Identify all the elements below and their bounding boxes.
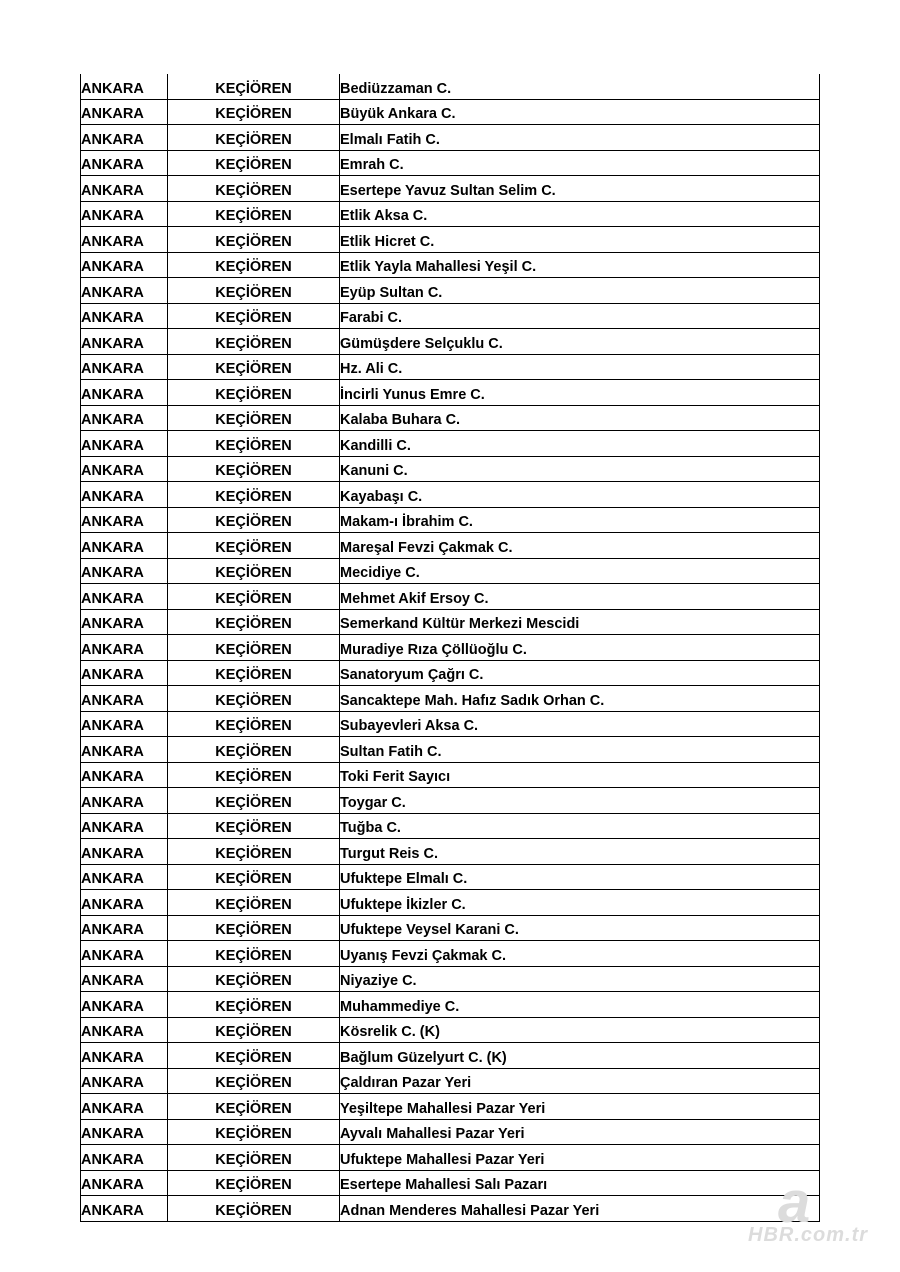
cell-district: KEÇİÖREN	[168, 533, 340, 559]
cell-city: ANKARA	[81, 252, 168, 278]
cell-place: Kalaba Buhara C.	[340, 405, 820, 431]
table-row	[81, 201, 820, 227]
cell-city: ANKARA	[81, 303, 168, 329]
cell-district: KEÇİÖREN	[168, 1043, 340, 1069]
cell-city: ANKARA	[81, 915, 168, 941]
table-row	[81, 686, 820, 712]
table-row	[81, 74, 820, 99]
cell-place: Esertepe Mahallesi Salı Pazarı	[340, 1170, 820, 1196]
cell-city: ANKARA	[81, 431, 168, 457]
cell-place: Hz. Ali C.	[340, 354, 820, 380]
cell-city: ANKARA	[81, 507, 168, 533]
cell-city: ANKARA	[81, 737, 168, 763]
table-row	[81, 431, 820, 457]
table-row	[81, 584, 820, 610]
table-row	[81, 635, 820, 661]
cell-place: Elmalı Fatih C.	[340, 125, 820, 151]
cell-place: Tuğba C.	[340, 813, 820, 839]
cell-place: Subayevleri Aksa C.	[340, 711, 820, 737]
cell-city: ANKARA	[81, 533, 168, 559]
cell-city: ANKARA	[81, 1145, 168, 1171]
cell-place: Etlik Yayla Mahallesi Yeşil C.	[340, 252, 820, 278]
cell-district: KEÇİÖREN	[168, 201, 340, 227]
cell-city: ANKARA	[81, 74, 168, 99]
cell-place: Mareşal Fevzi Çakmak C.	[340, 533, 820, 559]
cell-district: KEÇİÖREN	[168, 584, 340, 610]
cell-district: KEÇİÖREN	[168, 609, 340, 635]
cell-district: KEÇİÖREN	[168, 992, 340, 1018]
table-row	[81, 329, 820, 355]
table-row	[81, 354, 820, 380]
cell-district: KEÇİÖREN	[168, 813, 340, 839]
cell-district: KEÇİÖREN	[168, 635, 340, 661]
cell-district: KEÇİÖREN	[168, 354, 340, 380]
cell-place: Toygar C.	[340, 788, 820, 814]
cell-place: Emrah C.	[340, 150, 820, 176]
table-row	[81, 150, 820, 176]
cell-city: ANKARA	[81, 125, 168, 151]
cell-city: ANKARA	[81, 405, 168, 431]
cell-district: KEÇİÖREN	[168, 660, 340, 686]
cell-district: KEÇİÖREN	[168, 686, 340, 712]
cell-district: KEÇİÖREN	[168, 405, 340, 431]
table-row	[81, 1145, 820, 1171]
watermark-logo	[748, 1170, 888, 1254]
cell-district: KEÇİÖREN	[168, 74, 340, 99]
table-row	[81, 125, 820, 151]
cell-district: KEÇİÖREN	[168, 941, 340, 967]
cell-city: ANKARA	[81, 558, 168, 584]
cell-place: Mehmet Akif Ersoy C.	[340, 584, 820, 610]
cell-place: Etlik Aksa C.	[340, 201, 820, 227]
cell-place: Ufuktepe Mahallesi Pazar Yeri	[340, 1145, 820, 1171]
table-row	[81, 507, 820, 533]
cell-district: KEÇİÖREN	[168, 558, 340, 584]
cell-place: Sanatoryum Çağrı C.	[340, 660, 820, 686]
table-row	[81, 380, 820, 406]
cell-city: ANKARA	[81, 1119, 168, 1145]
cell-district: KEÇİÖREN	[168, 711, 340, 737]
table-row	[81, 1119, 820, 1145]
cell-district: KEÇİÖREN	[168, 788, 340, 814]
cell-place: Sancaktepe Mah. Hafız Sadık Orhan C.	[340, 686, 820, 712]
table-row	[81, 1068, 820, 1094]
cell-district: KEÇİÖREN	[168, 1119, 340, 1145]
cell-district: KEÇİÖREN	[168, 839, 340, 865]
cell-place: Gümüşdere Selçuklu C.	[340, 329, 820, 355]
table-row	[81, 813, 820, 839]
table-row	[81, 890, 820, 916]
mosque-list-table	[80, 74, 820, 1222]
cell-city: ANKARA	[81, 354, 168, 380]
table-row	[81, 1094, 820, 1120]
cell-district: KEÇİÖREN	[168, 762, 340, 788]
cell-place: İncirli Yunus Emre C.	[340, 380, 820, 406]
cell-district: KEÇİÖREN	[168, 125, 340, 151]
cell-city: ANKARA	[81, 176, 168, 202]
cell-place: Yeşiltepe Mahallesi Pazar Yeri	[340, 1094, 820, 1120]
cell-district: KEÇİÖREN	[168, 380, 340, 406]
cell-city: ANKARA	[81, 278, 168, 304]
cell-district: KEÇİÖREN	[168, 864, 340, 890]
table-row	[81, 1170, 820, 1196]
cell-city: ANKARA	[81, 839, 168, 865]
cell-district: KEÇİÖREN	[168, 915, 340, 941]
table-row	[81, 864, 820, 890]
cell-place: Kanuni C.	[340, 456, 820, 482]
cell-place: Bediüzzaman C.	[340, 74, 820, 99]
cell-place: Ufuktepe Veysel Karani C.	[340, 915, 820, 941]
cell-district: KEÇİÖREN	[168, 737, 340, 763]
cell-place: Mecidiye C.	[340, 558, 820, 584]
cell-district: KEÇİÖREN	[168, 227, 340, 253]
cell-city: ANKARA	[81, 966, 168, 992]
table-row	[81, 1043, 820, 1069]
cell-city: ANKARA	[81, 686, 168, 712]
table-row	[81, 456, 820, 482]
cell-district: KEÇİÖREN	[168, 278, 340, 304]
cell-place: Ayvalı Mahallesi Pazar Yeri	[340, 1119, 820, 1145]
cell-city: ANKARA	[81, 1094, 168, 1120]
watermark-mark: a	[778, 1170, 811, 1235]
table-row	[81, 839, 820, 865]
cell-city: ANKARA	[81, 711, 168, 737]
table-row	[81, 405, 820, 431]
cell-place: Kayabaşı C.	[340, 482, 820, 508]
cell-district: KEÇİÖREN	[168, 150, 340, 176]
table-row	[81, 941, 820, 967]
cell-district: KEÇİÖREN	[168, 1017, 340, 1043]
cell-city: ANKARA	[81, 609, 168, 635]
table-row	[81, 278, 820, 304]
table-row	[81, 992, 820, 1018]
cell-city: ANKARA	[81, 150, 168, 176]
table-row	[81, 660, 820, 686]
cell-district: KEÇİÖREN	[168, 303, 340, 329]
table-row	[81, 1196, 820, 1222]
cell-city: ANKARA	[81, 1017, 168, 1043]
cell-city: ANKARA	[81, 1170, 168, 1196]
cell-city: ANKARA	[81, 482, 168, 508]
cell-city: ANKARA	[81, 1196, 168, 1222]
cell-district: KEÇİÖREN	[168, 176, 340, 202]
table-row	[81, 482, 820, 508]
cell-district: KEÇİÖREN	[168, 1196, 340, 1222]
cell-place: Niyaziye C.	[340, 966, 820, 992]
watermark-text: HBR.com.tr	[748, 1224, 869, 1246]
cell-district: KEÇİÖREN	[168, 1068, 340, 1094]
cell-place: Adnan Menderes Mahallesi Pazar Yeri	[340, 1196, 820, 1222]
cell-place: Ufuktepe İkizler C.	[340, 890, 820, 916]
cell-place: Muhammediye C.	[340, 992, 820, 1018]
cell-district: KEÇİÖREN	[168, 507, 340, 533]
table-row	[81, 966, 820, 992]
cell-district: KEÇİÖREN	[168, 431, 340, 457]
cell-district: KEÇİÖREN	[168, 1094, 340, 1120]
cell-place: Makam-ı İbrahim C.	[340, 507, 820, 533]
cell-place: Eyüp Sultan C.	[340, 278, 820, 304]
table-row	[81, 176, 820, 202]
cell-place: Çaldıran Pazar Yeri	[340, 1068, 820, 1094]
table-row	[81, 252, 820, 278]
cell-city: ANKARA	[81, 99, 168, 125]
table-row	[81, 609, 820, 635]
cell-city: ANKARA	[81, 329, 168, 355]
table-row	[81, 762, 820, 788]
cell-place: Semerkand Kültür Merkezi Mescidi	[340, 609, 820, 635]
cell-city: ANKARA	[81, 380, 168, 406]
cell-place: Büyük Ankara C.	[340, 99, 820, 125]
table-row	[81, 303, 820, 329]
cell-city: ANKARA	[81, 227, 168, 253]
cell-place: Etlik Hicret C.	[340, 227, 820, 253]
table-row	[81, 99, 820, 125]
table-row	[81, 533, 820, 559]
cell-city: ANKARA	[81, 788, 168, 814]
cell-district: KEÇİÖREN	[168, 1170, 340, 1196]
cell-city: ANKARA	[81, 762, 168, 788]
cell-district: KEÇİÖREN	[168, 329, 340, 355]
cell-city: ANKARA	[81, 201, 168, 227]
cell-city: ANKARA	[81, 813, 168, 839]
cell-city: ANKARA	[81, 635, 168, 661]
cell-district: KEÇİÖREN	[168, 966, 340, 992]
cell-district: KEÇİÖREN	[168, 890, 340, 916]
table-row	[81, 788, 820, 814]
cell-city: ANKARA	[81, 992, 168, 1018]
cell-place: Kandilli C.	[340, 431, 820, 457]
table-row	[81, 711, 820, 737]
cell-district: KEÇİÖREN	[168, 252, 340, 278]
cell-district: KEÇİÖREN	[168, 1145, 340, 1171]
cell-city: ANKARA	[81, 941, 168, 967]
table-body	[81, 74, 820, 1221]
cell-district: KEÇİÖREN	[168, 482, 340, 508]
cell-place: Muradiye Rıza Çöllüoğlu C.	[340, 635, 820, 661]
table-row	[81, 1017, 820, 1043]
table-row	[81, 915, 820, 941]
table-row	[81, 558, 820, 584]
cell-place: Toki Ferit Sayıcı	[340, 762, 820, 788]
cell-city: ANKARA	[81, 890, 168, 916]
cell-place: Bağlum Güzelyurt C. (K)	[340, 1043, 820, 1069]
document-sheet	[80, 74, 820, 1222]
cell-city: ANKARA	[81, 660, 168, 686]
cell-place: Uyanış Fevzi Çakmak C.	[340, 941, 820, 967]
cell-place: Turgut Reis C.	[340, 839, 820, 865]
cell-place: Esertepe Yavuz Sultan Selim C.	[340, 176, 820, 202]
cell-district: KEÇİÖREN	[168, 456, 340, 482]
table-row	[81, 227, 820, 253]
cell-city: ANKARA	[81, 864, 168, 890]
table-row	[81, 737, 820, 763]
cell-city: ANKARA	[81, 584, 168, 610]
cell-city: ANKARA	[81, 456, 168, 482]
cell-city: ANKARA	[81, 1068, 168, 1094]
cell-place: Kösrelik C. (K)	[340, 1017, 820, 1043]
cell-city: ANKARA	[81, 1043, 168, 1069]
cell-place: Sultan Fatih C.	[340, 737, 820, 763]
cell-place: Farabi C.	[340, 303, 820, 329]
cell-place: Ufuktepe Elmalı C.	[340, 864, 820, 890]
cell-district: KEÇİÖREN	[168, 99, 340, 125]
